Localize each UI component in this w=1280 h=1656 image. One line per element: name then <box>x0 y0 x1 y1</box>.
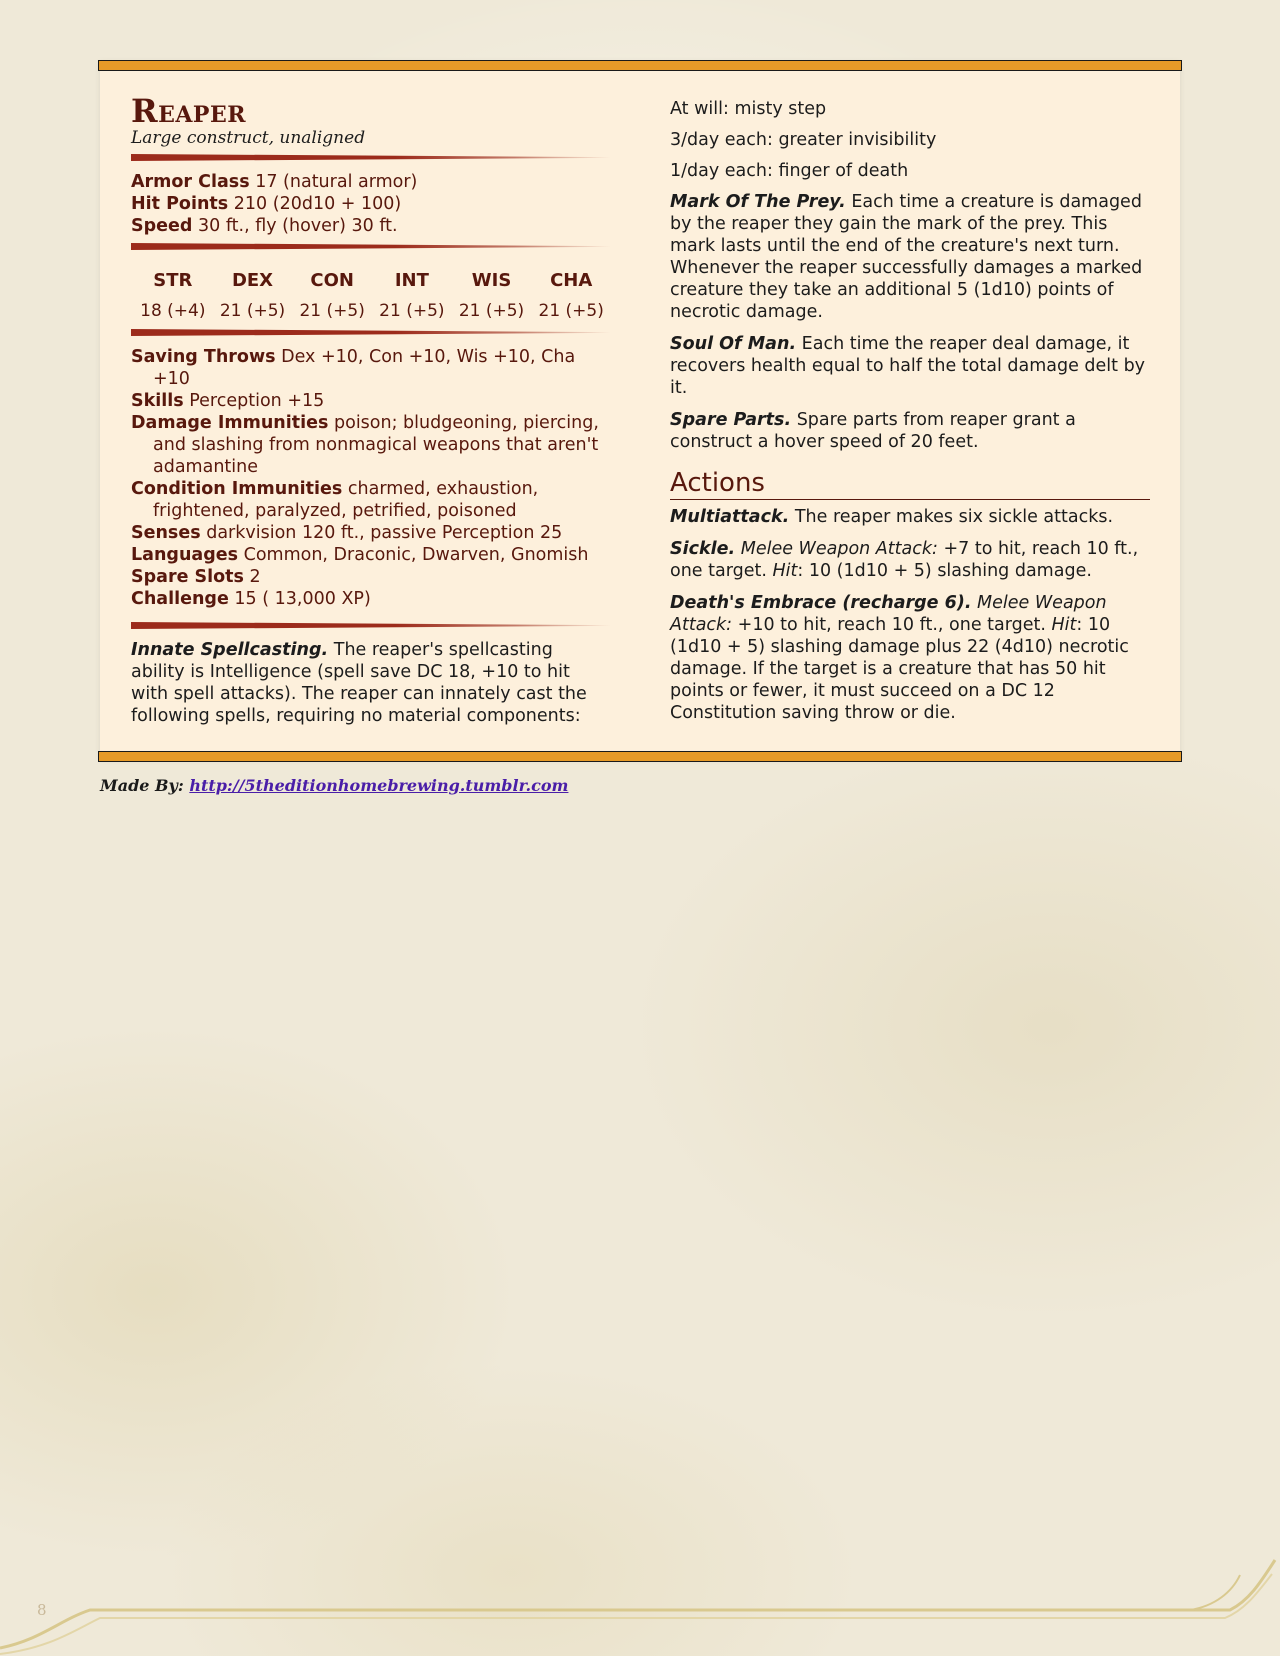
senses-value: darkvision 120 ft., passive Perception 25 <box>206 523 563 543</box>
condition-immunities-label: Condition Immunities <box>131 479 343 499</box>
monster-name: Reaper <box>131 92 247 130</box>
skills-value: Perception +15 <box>189 391 325 411</box>
hit-points-label: Hit Points <box>131 194 229 214</box>
ability-value: 21 (+5) <box>379 301 445 321</box>
ability-name: INT <box>394 270 429 291</box>
trait-title: Spare Parts. <box>670 410 792 430</box>
spell-at-will: At will: misty step <box>670 99 827 119</box>
ability-cha <box>531 270 611 321</box>
hit-label: Hit <box>1051 615 1077 635</box>
stat-block-right-column <box>670 98 1150 734</box>
attack-to-hit: +7 to hit, reach 10 ft., one target. <box>670 539 1139 581</box>
languages-value: Common, Draconic, Dwarven, Gnomish <box>243 545 589 565</box>
spare-slots-value: 2 <box>249 567 261 587</box>
made-by-link[interactable]: http://5theditionhomebrewing.tumblr.com <box>189 776 569 795</box>
ability-scores <box>131 260 611 323</box>
hit-text: : 10 (1d10 + 5) slashing damage. <box>797 561 1092 581</box>
ability-name: STR <box>153 270 193 291</box>
hit-label: Hit <box>772 561 798 581</box>
ability-value: 21 (+5) <box>299 301 365 321</box>
trait-spare-parts <box>670 409 1150 453</box>
stat-block <box>100 62 1180 760</box>
actions-heading: Actions <box>670 467 1150 500</box>
ability-name: WIS <box>471 270 512 291</box>
ability-dex <box>213 270 293 321</box>
innate-spellcasting-title: Innate Spellcasting. <box>131 640 329 660</box>
trait-text: Spare parts from reaper grant a construct a hover speed of 20 feet. <box>670 410 1076 452</box>
ability-value: 21 (+5) <box>538 301 604 321</box>
ability-value: 21 (+5) <box>219 301 286 321</box>
spell-3-per-day: 3/day each: greater invisibility <box>670 130 937 150</box>
action-deaths-embrace <box>670 592 1150 724</box>
skills <box>131 390 611 412</box>
armor-class-label: Armor Class <box>131 172 250 192</box>
action-title: Multiattack. <box>670 507 790 527</box>
ability-con <box>292 270 372 321</box>
ability-str <box>133 270 213 321</box>
trait-text: Each time a creature is damaged by the reaper they gain the mark of the prey. This mark lasts until the end of the creature's next turn. Whenever the reaper successfully damages a marked creature they take an additional 5 (1d10) points of necrotic damage. <box>670 192 1143 322</box>
skills-label: Skills <box>131 391 184 411</box>
ability-value: 21 (+5) <box>458 301 525 321</box>
damage-immunities-value: poison; bludgeoning, piercing, and slashing from nonmagical weapons that aren't adamantine <box>153 413 599 477</box>
hit-points <box>131 193 611 215</box>
stat-block-bottom-border <box>98 751 1182 762</box>
ability-value: 18 (+4) <box>140 301 206 321</box>
spare-slots-label: Spare Slots <box>131 567 244 587</box>
condition-immunities-value: charmed, exhaustion, frightened, paralyzed, petrified, poisoned <box>153 479 539 521</box>
trait-mark-of-the-prey <box>670 191 1150 323</box>
monster-type: Large construct, unaligned <box>131 128 366 148</box>
ability-name: DEX <box>231 270 274 291</box>
ability-wis <box>452 270 532 321</box>
saving-throws <box>131 346 611 390</box>
challenge-label: Challenge <box>131 589 229 609</box>
hit-text: : 10 (1d10 + 5) slashing damage plus 22 (4d10) necrotic damage. If the target is a creature that has 50 hit points or fewer, it must succeed on a DC 12 Constitution saving throw or die. <box>670 615 1129 723</box>
spare-slots <box>131 566 611 588</box>
damage-immunities-label: Damage Immunities <box>131 413 329 433</box>
hit-points-value: 210 (20d10 + 100) <box>233 194 402 214</box>
languages <box>131 544 611 566</box>
ability-int <box>372 270 452 321</box>
made-by-label: Made By: <box>100 776 184 795</box>
trait-title: Mark Of The Prey. <box>670 192 846 212</box>
attack-type: Melee Weapon Attack: <box>670 593 1107 635</box>
speed <box>131 215 611 237</box>
action-multiattack <box>670 506 1150 528</box>
saving-throws-label: Saving Throws <box>131 347 276 367</box>
stat-block-top-border <box>98 60 1182 71</box>
challenge-value: 15 ( 13,000 XP) <box>234 589 371 609</box>
made-by-credit <box>100 776 568 795</box>
divider <box>131 329 611 336</box>
speed-label: Speed <box>131 216 193 236</box>
stat-block-left-column <box>131 94 611 737</box>
challenge <box>131 588 611 610</box>
trait-text: Each time the reaper deal damage, it recovers health equal to half the total damage delt by it. <box>670 334 1146 398</box>
attack-to-hit: +10 to hit, reach 10 ft., one target. <box>737 615 1046 635</box>
spell-1-per-day: 1/day each: finger of death <box>670 161 909 181</box>
action-sickle <box>670 538 1150 582</box>
trait-soul-of-man <box>670 333 1150 399</box>
divider <box>131 622 611 629</box>
action-title: Death's Embrace (recharge 6). <box>670 593 972 613</box>
armor-class <box>131 171 611 193</box>
footer-ornament <box>0 1540 1280 1656</box>
attack-type: Melee Weapon Attack: <box>740 539 938 559</box>
languages-label: Languages <box>131 545 239 565</box>
armor-class-value: 17 (natural armor) <box>255 172 418 192</box>
action-title: Sickle. <box>670 539 736 559</box>
senses-label: Senses <box>131 523 201 543</box>
saving-throws-value: Dex +10, Con +10, Wis +10, Cha +10 <box>153 347 576 389</box>
condition-immunities <box>131 478 611 522</box>
trait-title: Soul Of Man. <box>670 334 797 354</box>
action-text: The reaper makes six sickle attacks. <box>794 507 1114 527</box>
damage-immunities <box>131 412 611 478</box>
senses <box>131 522 611 544</box>
divider <box>131 243 611 250</box>
speed-value: 30 ft., fly (hover) 30 ft. <box>197 216 398 236</box>
ability-name: CON <box>310 270 354 291</box>
innate-spellcasting-text: The reaper's spellcasting ability is Intelligence (spell save DC 18, +10 to hit with spell attacks). The reaper can innately cast the following spells, requiring no material components: <box>131 640 587 726</box>
page-number: 8 <box>37 1601 47 1619</box>
innate-spellcasting <box>131 639 611 727</box>
divider <box>131 154 611 161</box>
ability-name: CHA <box>550 270 593 291</box>
